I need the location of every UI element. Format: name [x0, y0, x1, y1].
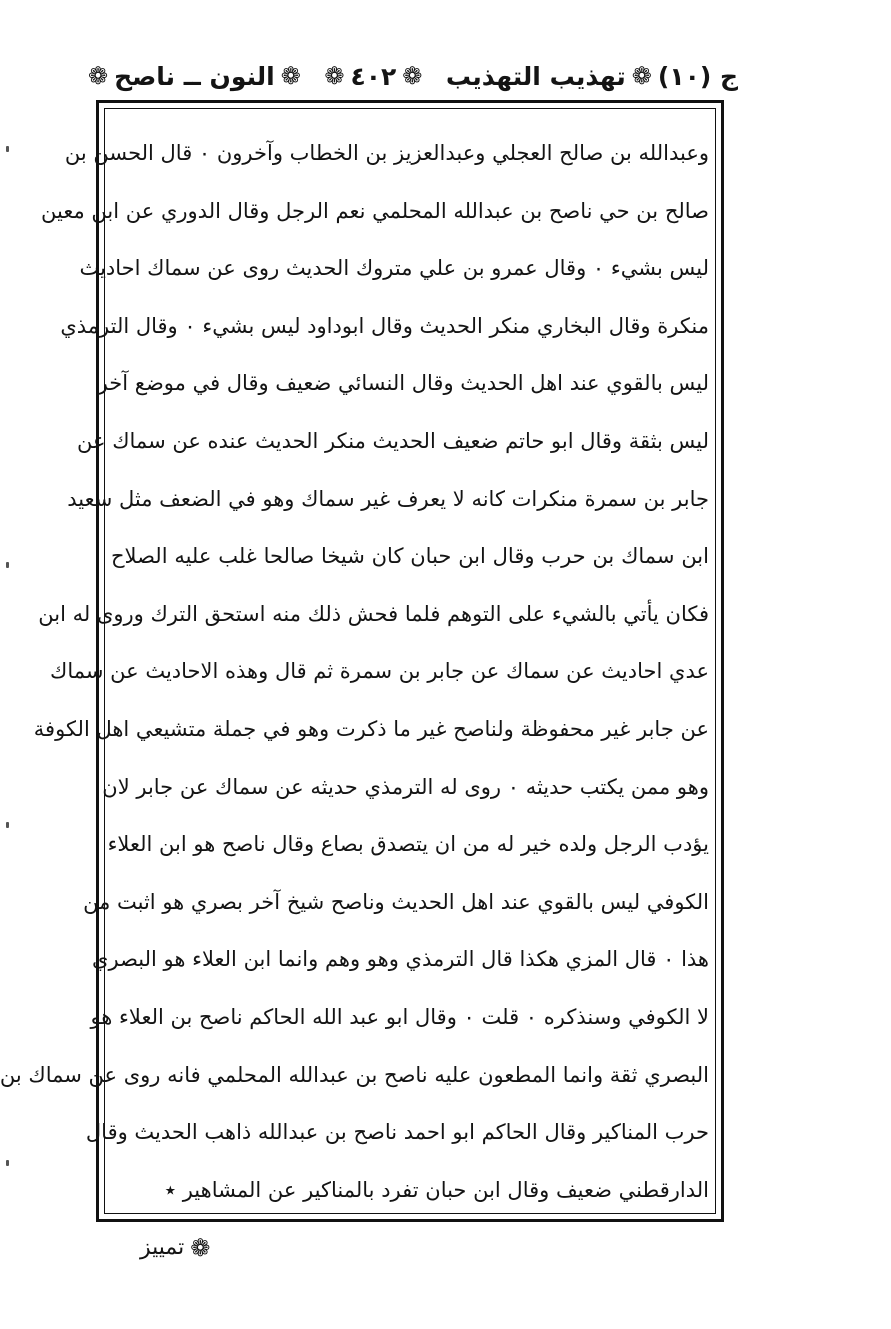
header-page-group: [324, 62, 422, 91]
text-line: ليس بالقوي عند اهل الحديث وقال النسائي ضعيف وقال في موضع آخر: [97, 371, 709, 396]
text-line: وهو ممن يكتب حديثه ٠ روى له الترمذي حديثه عن سماك عن جابر لان: [102, 774, 709, 799]
ornament-icon: ❁: [190, 1233, 211, 1262]
text-line: عن جابر غير محفوظة ولناصح غير ما ذكرت وهو في جملة متشيعي اهل الكوفة: [33, 716, 709, 741]
text-line: صالح بن حي ناصح بن عبدالله المحلمي نعم الرجل وقال الدوري عن ابن معين: [41, 198, 709, 223]
text-line: فكان يأتي بالشيء على التوهم فلما فحش ذلك منه استحق الترك وروى له ابن: [38, 601, 709, 626]
text-line: جابر بن سمرة منكرات كانه لا يعرف غير سماك وهو في الضعف مثل سعيد: [67, 486, 709, 511]
catchword-footer: [140, 1235, 210, 1260]
header-page-number: ٤٠٢: [350, 61, 397, 91]
text-line: حرب المناكير وقال الحاكم ابو احمد ناصح بن عبدالله ذاهب الحديث وقال: [85, 1120, 709, 1145]
text-line: هذا ٠ قال المزي هكذا قال الترمذي وهو وهم وانما ابن العلاء هو البصري: [92, 947, 709, 972]
scan-mark: [6, 1160, 9, 1166]
ornament-icon: ❁: [324, 62, 345, 90]
text-line: الدارقطني ضعيف وقال ابن حبان تفرد بالمناكير عن المشاهير ٭: [164, 1177, 709, 1202]
text-line: ليس بثقة وقال ابو حاتم ضعيف الحديث منكر الحديث عنده عن سماك عن: [77, 428, 709, 453]
scan-mark: [6, 146, 9, 152]
text-line: منكرة وقال البخاري منكر الحديث وقال ابوداود ليس بشيء ٠ وقال الترمذي: [60, 313, 709, 338]
text-line: لا الكوفي وسنذكره ٠ قلت ٠ وقال ابو عبد الله الحاكم ناصح بن العلاء هو: [90, 1004, 709, 1029]
ornament-icon: ❁: [88, 62, 109, 90]
catchword: تمييز: [140, 1235, 185, 1260]
text-line: ابن سماك بن حرب وقال ابن حبان كان شيخا صالحا غلب عليه الصلاح: [111, 544, 709, 569]
header-volume-group: [446, 62, 738, 91]
text-line: وعبدالله بن صالح العجلي وعبدالعزيز بن الخطاب وآخرون ٠ قال الحسن بن: [64, 141, 709, 165]
ornament-icon: ❁: [402, 62, 423, 90]
text-line: البصري ثقة وانما المطعون عليه ناصح بن عبدالله المحلمي فانه روى عن سماك بن: [0, 1062, 709, 1087]
scan-mark: [6, 822, 9, 828]
header-entry: النون ــ ناصح: [114, 61, 275, 91]
body-text: [0, 125, 709, 1219]
text-line: الكوفي ليس بالقوي عند اهل الحديث وناصح شيخ آخر بصري هو اثبت من: [83, 889, 709, 914]
header-book-title: تهذيب التهذيب: [445, 61, 626, 91]
text-line: يؤدب الرجل ولده خير له من ان يتصدق بصاع وقال ناصح هو ابن العلاء: [107, 832, 709, 857]
ornament-icon: ❁: [631, 62, 652, 90]
header-entry-group: [88, 62, 301, 91]
text-frame: [0, 100, 724, 1222]
scan-mark: [6, 562, 9, 568]
header-volume: ج (١٠): [657, 61, 738, 91]
text-line: عدي احاديث عن سماك عن جابر بن سمرة ثم قال وهذه الاحاديث عن سماك: [50, 659, 709, 684]
text-line: ليس بشيء ٠ وقال عمرو بن علي متروك الحديث روى عن سماك احاديث: [79, 256, 709, 281]
running-header: [88, 56, 738, 96]
ornament-icon: ❁: [280, 62, 301, 90]
